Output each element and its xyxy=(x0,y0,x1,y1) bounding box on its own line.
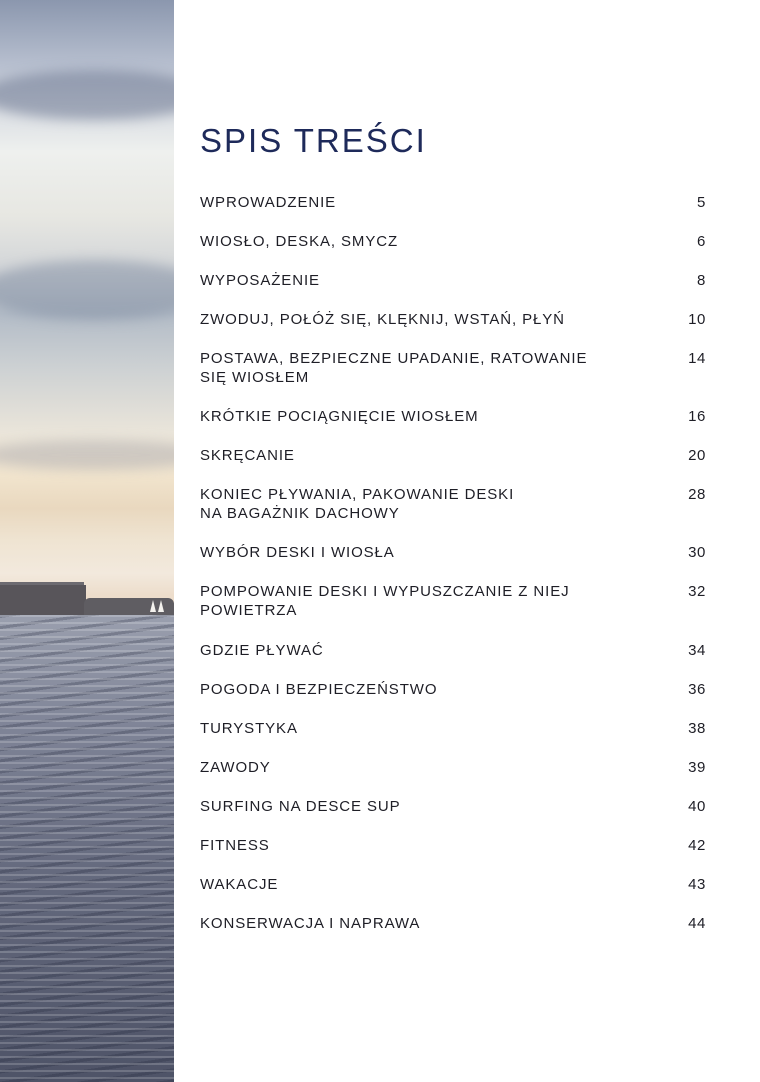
toc-entry-page-number: 38 xyxy=(688,720,706,737)
toc-entry-title: TURYSTYKA xyxy=(200,720,298,737)
toc-entry-page-number: 8 xyxy=(697,272,706,289)
toc-entry[interactable] xyxy=(200,914,706,933)
toc-entry[interactable] xyxy=(200,875,706,894)
toc-entry[interactable] xyxy=(200,271,706,290)
toc-entry-page-number: 20 xyxy=(688,447,706,464)
toc-entry-page-number: 40 xyxy=(688,798,706,815)
toc-entry[interactable] xyxy=(200,719,706,738)
toc-entry-page-number: 32 xyxy=(688,583,706,600)
toc-entry-page-number: 14 xyxy=(688,350,706,367)
toc-entry-title: WPROWADZENIE xyxy=(200,194,337,211)
toc-entry-title: ZAWODY xyxy=(200,759,271,776)
toc-entry-title: KONSERWACJA I NAPRAWA xyxy=(200,915,421,932)
toc-entry[interactable] xyxy=(200,582,706,620)
toc-page-content xyxy=(200,0,710,1082)
toc-entry-page-number: 16 xyxy=(688,408,706,425)
toc-entry-title: POSTAWA, BEZPIECZNE UPADANIE, RATOWANIE SIĘ WIOSŁEM xyxy=(200,350,588,386)
toc-entry-title: SURFING NA DESCE SUP xyxy=(200,798,401,815)
toc-entry-page-number: 30 xyxy=(688,544,706,561)
toc-entry[interactable] xyxy=(200,758,706,777)
toc-entry[interactable] xyxy=(200,407,706,426)
toc-entry-page-number: 5 xyxy=(697,194,706,211)
toc-entry-page-number: 6 xyxy=(697,233,706,250)
toc-entry[interactable] xyxy=(200,641,706,660)
toc-entry[interactable] xyxy=(200,543,706,562)
toc-entry-title: POGODA I BEZPIECZEŃSTWO xyxy=(200,681,438,698)
toc-entry-title: ZWODUJ, POŁÓŻ SIĘ, KLĘKNIJ, WSTAŃ, PŁYŃ xyxy=(200,311,565,328)
toc-entry-page-number: 39 xyxy=(688,759,706,776)
toc-entry-page-number: 36 xyxy=(688,681,706,698)
toc-entry-page-number: 43 xyxy=(688,876,706,893)
lake-water xyxy=(0,615,174,1082)
toc-entry[interactable] xyxy=(200,193,706,212)
cloud xyxy=(0,440,174,470)
cover-photo-strip xyxy=(0,0,174,1082)
toc-entry-title: SKRĘCANIE xyxy=(200,447,295,464)
building xyxy=(0,585,86,615)
toc-entry-title: KONIEC PŁYWANIA, PAKOWANIE DESKI NA BAGAŻNIK DACHOWY xyxy=(200,486,515,522)
cloud xyxy=(0,70,174,120)
toc-entry[interactable] xyxy=(200,836,706,855)
toc-entry[interactable] xyxy=(200,232,706,251)
toc-entry[interactable] xyxy=(200,310,706,329)
toc-entry-title: KRÓTKIE POCIĄGNIĘCIE WIOSŁEM xyxy=(200,408,479,425)
toc-entry-title: WYBÓR DESKI I WIOSŁA xyxy=(200,544,395,561)
toc-entry-page-number: 28 xyxy=(688,486,706,503)
toc-entry[interactable] xyxy=(200,680,706,699)
toc-entry[interactable] xyxy=(200,485,706,523)
toc-entry-page-number: 34 xyxy=(688,642,706,659)
sailboat xyxy=(150,600,156,612)
toc-entry-title: WAKACJE xyxy=(200,876,279,893)
page-title: SPIS TREŚCI xyxy=(200,122,427,159)
toc-entry[interactable] xyxy=(200,349,706,387)
sailboat xyxy=(158,600,164,612)
toc-entry-title: FITNESS xyxy=(200,837,270,854)
toc-entry-title: WYPOSAŻENIE xyxy=(200,272,320,289)
toc-entry-page-number: 10 xyxy=(688,311,706,328)
cloud xyxy=(0,260,174,320)
toc-entry-title: POMPOWANIE DESKI I WYPUSZCZANIE Z NIEJ POWIETRZA xyxy=(200,583,570,619)
toc-entry-title: GDZIE PŁYWAĆ xyxy=(200,642,324,659)
toc-entry-title: WIOSŁO, DESKA, SMYCZ xyxy=(200,233,399,250)
toc-entry-page-number: 42 xyxy=(688,837,706,854)
toc-entry[interactable] xyxy=(200,797,706,816)
toc-entry[interactable] xyxy=(200,446,706,465)
toc-entry-page-number: 44 xyxy=(688,915,706,932)
